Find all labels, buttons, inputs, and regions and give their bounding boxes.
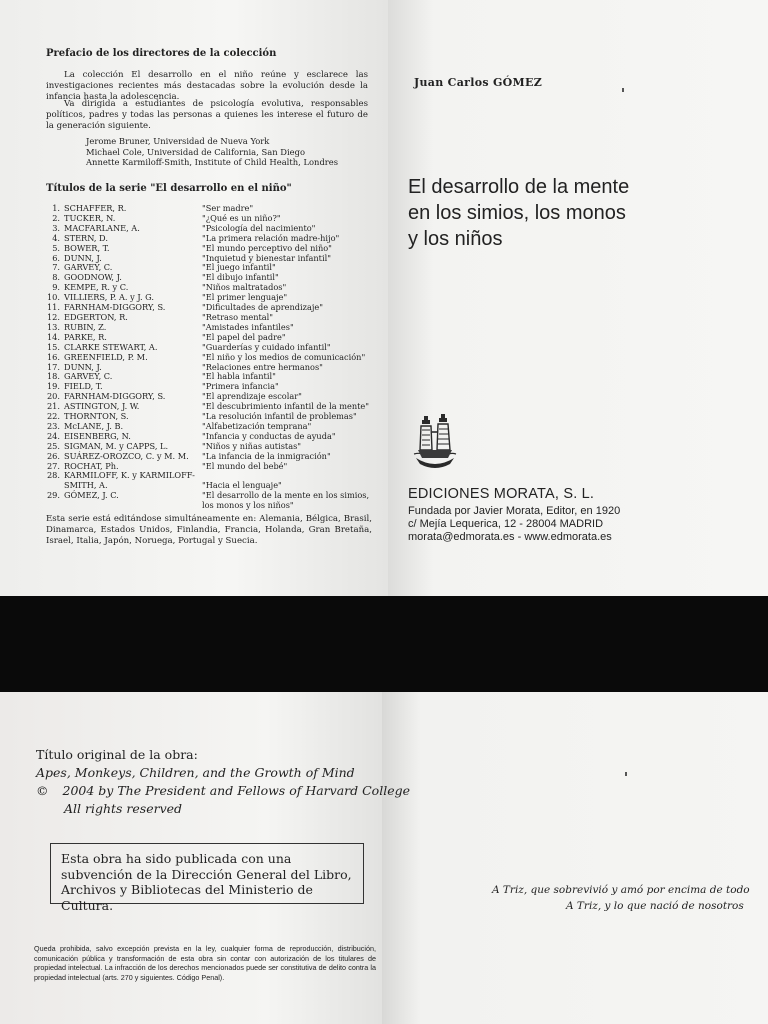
series-item-title: "El niño y los medios de comunicación" xyxy=(202,351,366,362)
series-item-number: 25. xyxy=(46,440,60,451)
series-item-number: 29. xyxy=(46,490,60,501)
publisher-founded: Fundada por Javier Morata, Editor, en 1920 xyxy=(408,505,621,517)
series-item-title: "Psicología del nacimiento" xyxy=(202,222,316,233)
series-item-title: "Alfabetización temprana" xyxy=(202,420,312,431)
series-item-author: FARNHAM-DIGGORY, S. xyxy=(64,391,166,402)
series-item-number: 17. xyxy=(46,361,60,372)
series-item-title: "El mundo del bebé" xyxy=(202,460,288,471)
series-item-author: STERN, D. xyxy=(64,232,108,243)
copyright-line xyxy=(36,783,410,798)
series-item-number: 10. xyxy=(46,292,60,303)
series-item-title: "Ser madre" xyxy=(202,203,254,213)
series-item-author: CLARKE STEWART, A. xyxy=(64,341,158,352)
publisher-logo-icon xyxy=(412,412,458,474)
series-item-title: "La primera relación madre-hijo" xyxy=(202,232,340,243)
series-item-title: "Niños maltratados" xyxy=(202,282,287,293)
series-item-author: KARMILOFF, K. y KARMILOFF- SMITH, A. xyxy=(64,470,195,491)
preface-title: Prefacio de los directores de la colección xyxy=(46,48,277,59)
series-item-author: KEMPE, R. y C. xyxy=(64,282,129,293)
series-item-author: EISENBERG, N. xyxy=(64,430,131,441)
series-item-author: DUNN, J. xyxy=(64,361,102,372)
series-item-number: 18. xyxy=(46,371,60,382)
series-item-title: "Inquietud y bienestar infantil" xyxy=(202,252,331,263)
series-item-number: 9. xyxy=(52,282,60,293)
series-item-number: 13. xyxy=(46,321,60,332)
series-item-title: "Amistades infantiles" xyxy=(202,321,294,332)
series-title: Títulos de la serie "El desarrollo en el niño" xyxy=(46,183,292,194)
series-item-title: "Hacia el lenguaje" xyxy=(202,480,282,491)
series-item xyxy=(44,353,380,363)
series-item-author: RUBIN, Z. xyxy=(64,321,107,332)
series-item-number: 23. xyxy=(46,420,60,431)
series-item-title: "El dibujo infantil" xyxy=(202,272,279,283)
series-item-number: 24. xyxy=(46,430,60,441)
series-item-number: 20. xyxy=(46,391,60,402)
series-item-number: 3. xyxy=(52,222,60,233)
series-item-number: 27. xyxy=(46,460,60,471)
dedication-line-2: A Triz, y lo que nació de nosotros xyxy=(566,900,744,912)
series-item-title: "El papel del padre" xyxy=(202,331,286,342)
original-title: Apes, Monkeys, Children, and the Growth of Mind xyxy=(36,765,355,780)
series-item-title: "La infancia de la inmigración" xyxy=(202,450,331,461)
author-name: Juan Carlos GÓMEZ xyxy=(414,76,543,89)
preface-paragraph-1: La colección El desarrollo en el niño reúne y esclarece las investigaciones recientes más destacadas sobre la evolución desde la infancia hasta la adolescencia. xyxy=(46,70,368,102)
book-title xyxy=(408,174,748,252)
series-item-title: "Guarderías y cuidado infantil" xyxy=(202,341,331,352)
series-item-number: 5. xyxy=(52,242,60,253)
series-item-author: MACFARLANE, A. xyxy=(64,222,140,233)
series-item-number: 21. xyxy=(46,401,60,412)
series-item-author: FIELD, T. xyxy=(64,381,103,392)
series-item-author: GARVEY, C. xyxy=(64,371,113,382)
series-item-author: GARVEY, C. xyxy=(64,262,113,273)
series-item-author: VILLIERS, P. A. y J. G. xyxy=(64,292,155,303)
dedication-line-1: A Triz, que sobrevivió y amó por encima de todo xyxy=(492,884,750,896)
series-item-number: 28. xyxy=(46,470,60,481)
series-item-title: "El habla infantil" xyxy=(202,371,276,382)
series-item-title: "Retraso mental" xyxy=(202,311,274,322)
book-title-line: El desarrollo de la mente xyxy=(408,176,630,198)
book-title-line: y los niños xyxy=(408,228,503,250)
series-item-title: "Infancia y conductas de ayuda" xyxy=(202,430,336,441)
scan-gap xyxy=(0,596,768,692)
series-item-number: 14. xyxy=(46,331,60,342)
series-item-number: 15. xyxy=(46,341,60,352)
book-title-line: en los simios, los monos xyxy=(408,202,626,224)
series-list xyxy=(44,204,380,511)
preface-paragraph-2: Va dirigida a estudiantes de psicología evolutiva, responsables políticos, padres y todas las personas a quienes les interese el futuro de la generación siguiente. xyxy=(46,99,368,131)
series-item-author: EDGERTON, R. xyxy=(64,311,128,322)
series-note: Esta serie está editándose simultáneamente en: Alemania, Bélgica, Brasil, Dinamarca, Estados Unidos, Finlandia, Francia, Holanda, Gran Bretaña, Israel, Italia, Japón, Noruega, Portugal y Suecia. xyxy=(46,514,372,546)
series-item-author: GREENFIELD, P. M. xyxy=(64,351,148,362)
series-item-author: FARNHAM-DIGGORY, S. xyxy=(64,302,166,313)
scan-speck xyxy=(625,772,627,776)
series-item-title: "Dificultades de aprendizaje" xyxy=(202,302,323,313)
scan-speck xyxy=(622,88,624,92)
series-item-number: 19. xyxy=(46,381,60,392)
original-title-label: Título original de la obra: xyxy=(36,747,198,762)
series-item-number: 26. xyxy=(46,450,60,461)
series-item-title: "El desarrollo de la mente en los simios, los monos y los niños" xyxy=(202,490,370,511)
series-item-number: 7. xyxy=(52,262,60,273)
series-item-number: 8. xyxy=(52,272,60,283)
legal-notice: Queda prohibida, salvo excepción prevista en la ley, cualquier forma de reproducción, distribución, comunicación pública y transformación de esta obra sin contar con autorización de los titulares de propiedad intelectual. La infracción de los derechos mencionados puede ser constitutiva de delito contra la propiedad intelectual (arts. 270 y siguientes. Código Penal). xyxy=(34,944,376,982)
director-1: Jerome Bruner, Universidad de Nueva York xyxy=(86,136,270,146)
series-item-author: SUÁREZ-OROZCO, C. y M. M. xyxy=(64,450,189,461)
series-item-author: DUNN, J. xyxy=(64,252,102,263)
series-item-title: "La resolución infantil de problemas" xyxy=(202,411,357,422)
copyright-symbol: © xyxy=(36,783,49,798)
series-item-title: "El mundo perceptivo del niño" xyxy=(202,242,332,253)
series-item-title: "El primer lenguaje" xyxy=(202,292,288,303)
series-item-author: SIGMAN, M. y CAPPS, L. xyxy=(64,440,169,451)
series-item-number: 16. xyxy=(46,351,60,362)
publisher-address: c/ Mejía Lequerica, 12 - 28004 MADRID xyxy=(408,518,604,530)
series-item-author: TUCKER, N. xyxy=(64,212,116,223)
series-item-number: 1. xyxy=(52,203,60,213)
series-item-author: PARKE, R. xyxy=(64,331,107,342)
series-item-author: BOWER, T. xyxy=(64,242,110,253)
series-item-number: 6. xyxy=(52,252,60,263)
series-item-title: "El descubrimiento infantil de la mente" xyxy=(202,401,369,412)
series-item-number: 2. xyxy=(52,212,60,223)
directors-list xyxy=(86,136,338,168)
series-item-author: ASTINGTON, J. W. xyxy=(64,401,140,412)
series-item-author: THORNTON, S. xyxy=(64,411,129,422)
series-item-author: SCHAFFER, R. xyxy=(64,203,127,213)
series-item-author: ROCHAT, Ph. xyxy=(64,460,119,471)
series-item-number: 4. xyxy=(52,232,60,243)
series-item-author: McLANE, J. B. xyxy=(64,420,124,431)
subsidy-notice: Esta obra ha sido publicada con una subvención de la Dirección General del Libro, Archivos y Bibliotecas del Ministerio de Cultura. xyxy=(50,843,364,904)
series-item-title: "El juego infantil" xyxy=(202,262,276,273)
series-item xyxy=(44,491,380,511)
series-item-number: 11. xyxy=(46,302,60,313)
series-item-title: "Relaciones entre hermanos" xyxy=(202,361,323,372)
series-item-author: GÓMEZ, J. C. xyxy=(64,490,119,501)
series-item xyxy=(44,471,380,491)
series-item-title: "¿Qué es un niño?" xyxy=(202,212,281,223)
copyright-text: 2004 by The President and Fellows of Harvard College xyxy=(62,783,410,798)
director-2: Michael Cole, Universidad de California, San Diego xyxy=(86,146,306,157)
publisher-contact: morata@edmorata.es - www.edmorata.es xyxy=(408,531,612,543)
rights-reserved: All rights reserved xyxy=(64,801,183,816)
director-3: Annette Karmiloff-Smith, Institute of Child Health, Londres xyxy=(86,157,339,167)
series-item-number: 22. xyxy=(46,411,60,422)
series-item-title: "Niños y niñas autistas" xyxy=(202,440,302,451)
series-item-number: 12. xyxy=(46,311,60,322)
series-item-title: "Primera infancia" xyxy=(202,381,279,392)
series-item-title: "El aprendizaje escolar" xyxy=(202,391,302,402)
page-dedication xyxy=(382,688,768,1024)
series-item-author: GOODNOW, J. xyxy=(64,272,122,283)
publisher-name: EDICIONES MORATA, S. L. xyxy=(408,486,595,502)
